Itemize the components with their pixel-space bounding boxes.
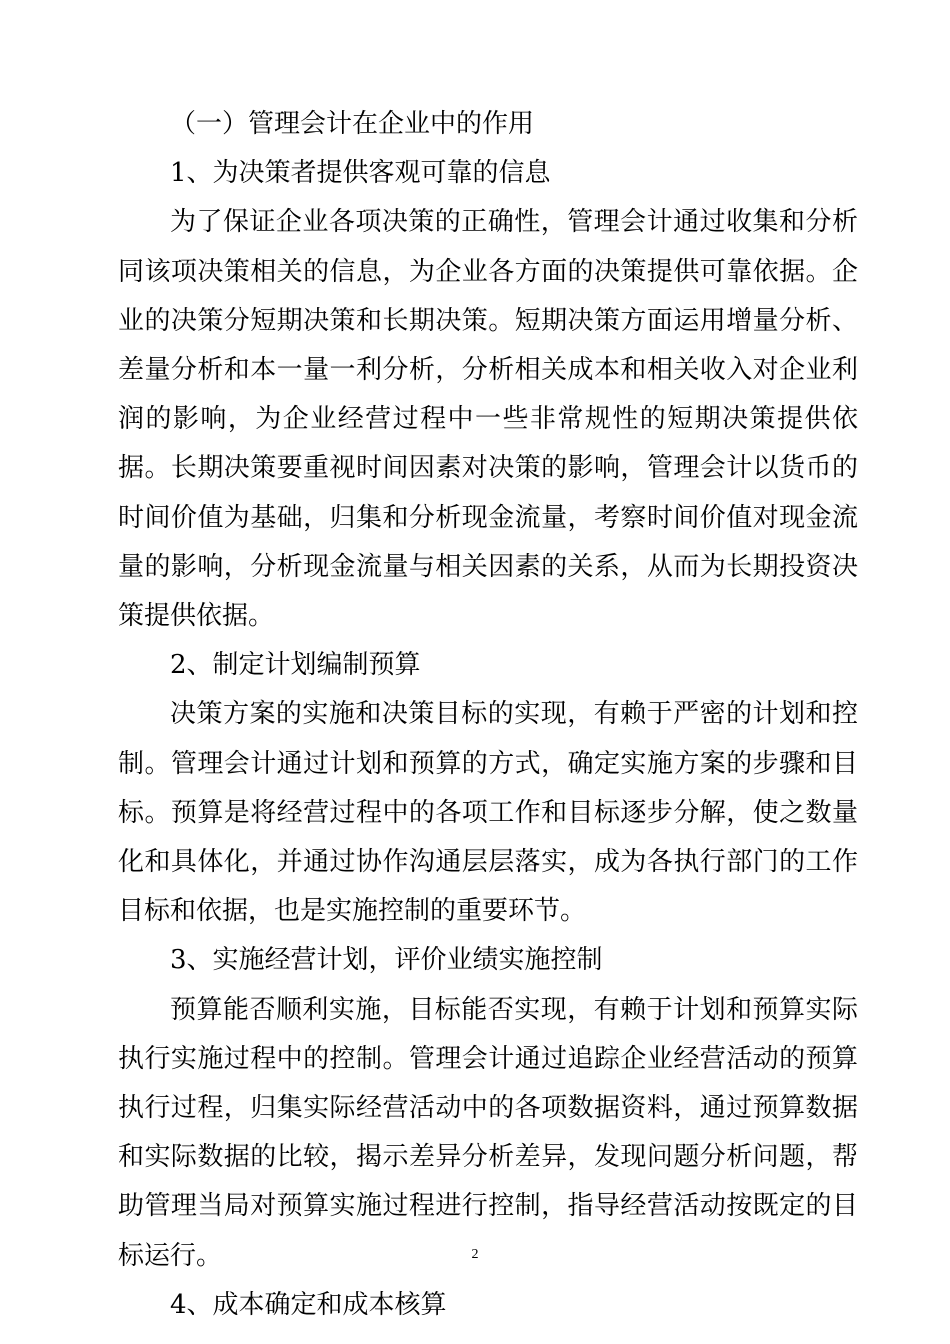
page-number: 2 [471,1247,479,1262]
item-heading-3: 3、实施经营计划，评价业绩实施控制 [170,945,603,976]
item-paragraph-1: 为了保证企业各项决策的正确性，管理会计通过收集和分析同该项决策相关的信息，为企业各方面的决策提供可靠依据。企业的决策分短期决策和长期决策。短期决策方面运用增量分析、差量分析和本一量一利分析，分析相关成本和相关收入对企业利润的影响，为企业经营过程中一些非常规性的短期决策提供依据。长期决策要重视时间因素对决策的影响，管理会计以货币的时间价值为基础，归集和分析现金流量，考察时间价值对现金流量的影响，分析现金流量与相关因素的关系，从而为长期投资决策提供依据。 [118,207,858,632]
item-heading-2: 2、制定计划编制预算 [170,650,421,681]
item-heading-1: 1、为决策者提供客观可靠的信息 [170,158,551,189]
document-body [118,100,858,1330]
item-paragraph-3: 预算能否顺利实施，目标能否实现，有赖于计划和预算实际执行实施过程中的控制。管理会计通过追踪企业经营活动的预算执行过程，归集实际经营活动中的各项数据资料，通过预算数据和实际数据的比较，揭示差异分析差异，发现问题分析问题，帮助管理当局对预算实施过程进行控制，指导经营活动按既定的目标运行。 [118,994,858,1271]
item-paragraph-2: 决策方案的实施和决策目标的实现，有赖于严密的计划和控制。管理会计通过计划和预算的方式，确定实施方案的步骤和目标。预算是将经营过程中的各项工作和目标逐步分解，使之数量化和具体化，并通过协作沟通层层落实，成为各执行部门的工作目标和依据，也是实施控制的重要环节。 [118,699,858,927]
item-heading-4: 4、成本确定和成本核算 [170,1289,447,1320]
section-title: （一）管理会计在企业中的作用 [170,109,535,139]
